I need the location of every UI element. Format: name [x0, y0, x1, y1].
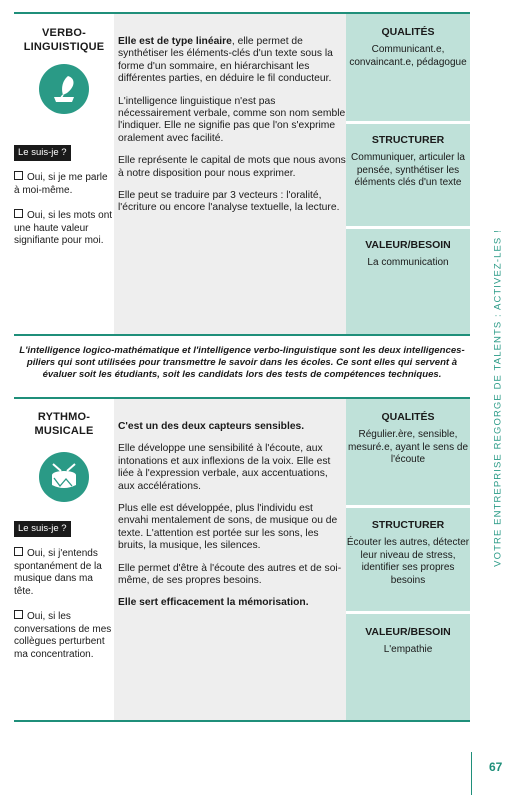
description-column	[114, 399, 346, 722]
qualites-block	[346, 411, 470, 467]
valeur-heading: VALEUR/BESOIN	[365, 239, 451, 251]
page-number: 67	[489, 760, 503, 774]
valeur-text: La communication	[367, 257, 449, 269]
divider	[346, 226, 470, 229]
section-verbo-linguistique	[14, 12, 470, 334]
section-title	[14, 26, 114, 54]
structurer-text: Écouter les autres, détecter leur niveau de stress, identifier ses propres besoins	[346, 537, 470, 586]
valeur-block	[346, 626, 470, 657]
page-number-bar	[471, 752, 472, 795]
profile-column	[14, 410, 114, 661]
paragraph	[114, 36, 346, 86]
title-line-1: RYTHMO-	[37, 411, 91, 423]
qualites-heading: QUALITÉS	[381, 26, 435, 38]
qualites-heading: QUALITÉS	[381, 411, 435, 423]
checkbox[interactable]	[14, 547, 23, 556]
structurer-block	[346, 519, 470, 587]
checkbox[interactable]	[14, 610, 23, 619]
quiz-option	[14, 547, 114, 598]
drum-icon	[39, 452, 89, 502]
valeur-block	[346, 239, 470, 270]
divider	[346, 121, 470, 124]
divider	[346, 505, 470, 508]
qualites-text: Communicant.e, convaincant.e, pédagogue	[349, 44, 467, 68]
paragraph: Elle sert efficacement la mémorisation.	[118, 597, 309, 609]
title-line-2: LINGUISTIQUE	[23, 41, 105, 53]
description-column	[114, 14, 346, 334]
paragraph: L'intelligence linguistique n'est pas nécessairement verbale, comme son nom semble l'indiquer. Elle ne signifie pas que l'on s'exprime oralement avec facilité.	[118, 95, 346, 144]
option-text: Oui, si j'entends spontanément de la musique dans ma tête.	[14, 548, 102, 597]
valeur-heading: VALEUR/BESOIN	[365, 626, 451, 638]
checkbox[interactable]	[14, 171, 23, 180]
quill-ink-icon	[39, 64, 89, 114]
option-text: Oui, si je me parle à moi-même.	[14, 172, 108, 196]
quiz-option	[14, 171, 114, 197]
valeur-text: L'empathie	[383, 644, 433, 656]
divider	[346, 611, 470, 614]
title-line-1: VERBO-	[42, 27, 86, 39]
lead-rest: , elle permet de synthétiser les éléments-clés d'un texte sous la forme d'un sommaire, en hiérarchisant les différentes parties, en déduire le fil conducteur.	[118, 36, 333, 85]
structurer-text: Communiquer, articuler la pensée, synthétiser les éléments clés d'un texte	[351, 152, 465, 189]
quiz-option	[14, 610, 114, 661]
option-text: Oui, si les conversations de mes collègues perturbent ma concentration.	[14, 611, 112, 660]
title-line-2: MUSICALE	[34, 425, 94, 437]
attributes-column	[346, 14, 470, 334]
intro-note: L'intelligence logico-mathématique et l'intelligence verbo-linguistique sont les deux intelligences-piliers qui sont utilisées pour transmettre le savoir dans les écoles. Ce sont elles qui servent à évaluer soit les étudiants, soit les candidats lors des tests de compétences techniques.	[19, 345, 465, 380]
quiz-label: Le suis-je ?	[14, 521, 71, 537]
bold-lead: Elle est de type linéaire	[118, 36, 232, 47]
paragraph: Plus elle est développée, plus l'individu est envahi mentalement de sons, de musique ou de texte. L'attention est portée sur les sons, les bruits, la musique, les silences.	[118, 503, 338, 552]
structurer-heading: STRUCTURER	[371, 519, 445, 531]
section-title	[14, 410, 114, 438]
paragraph: Elle développe une sensibilité à l'écoute, aux intonations et aux inflexions de la voix. Elle est liée à l'expression verbale, aux accentuations, aux accélérations.	[118, 443, 331, 492]
section-bottom-rule	[14, 334, 470, 336]
structurer-block	[346, 134, 470, 190]
profile-column	[14, 26, 114, 248]
paragraph: Elle permet d'être à l'écoute des autres et de soi-même, de ses propres besoins.	[118, 562, 342, 587]
attributes-column	[346, 399, 470, 722]
quiz-label: Le suis-je ?	[14, 145, 71, 161]
qualites-text: Régulier.ère, sensible, mesuré.e, ayant le sens de l'écoute	[347, 429, 469, 466]
structurer-heading: STRUCTURER	[371, 134, 445, 146]
section-rythmo-musicale	[14, 397, 470, 722]
option-text: Oui, si les mots ont une haute valeur signifiante pour moi.	[14, 210, 113, 246]
paragraph: C'est un des deux capteurs sensibles.	[118, 421, 305, 432]
checkbox[interactable]	[14, 209, 23, 218]
qualites-block	[346, 26, 470, 69]
paragraph: Elle représente le capital de mots que nous avons à notre disposition pour nous exprimer.	[118, 155, 346, 179]
paragraph: Elle peut se traduire par 3 vecteurs : l'oralité, l'écriture ou encore l'analyse textuelle, la lecture.	[118, 190, 340, 214]
running-side-title: VOTRE ENTREPRISE REGORGE DE TALENTS : ACTIVEZ-LES !	[492, 229, 504, 567]
quiz-option	[14, 209, 114, 248]
section-bottom-rule	[14, 720, 470, 722]
